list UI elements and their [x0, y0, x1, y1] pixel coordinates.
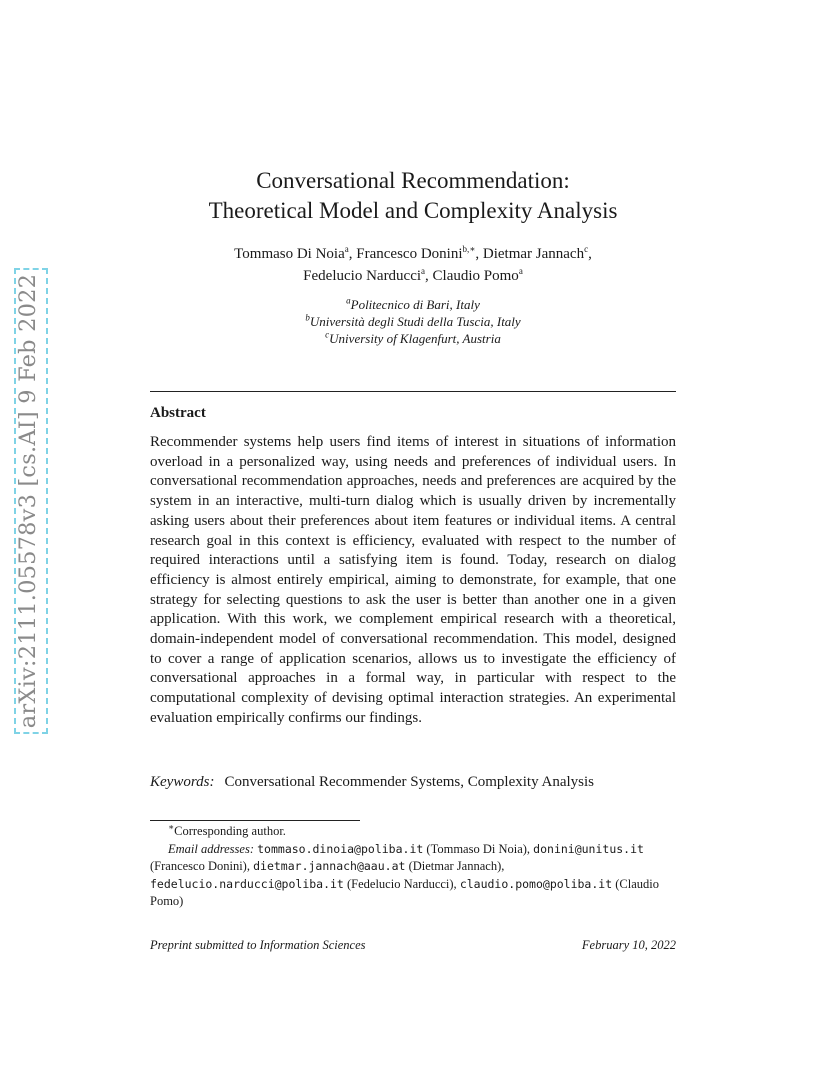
- paper-title: [150, 166, 676, 226]
- author-affil-mark: a: [421, 266, 426, 276]
- author-affil-mark: b,∗: [462, 244, 476, 254]
- arxiv-identifier[interactable]: arXiv:2111.05578v3 [cs.AI] 9 Feb 2022: [15, 273, 41, 729]
- email-owner: (Tommaso Di Noia),: [426, 841, 531, 856]
- email-addresses: [150, 841, 676, 911]
- author-affil-mark: c: [584, 244, 589, 254]
- author-name: Francesco Donini: [356, 246, 463, 262]
- affiliation: [150, 313, 676, 330]
- author-line-2: Fedelucio Narducci$^a$, Claudio Pomo$^a$: [303, 266, 523, 284]
- corresponding-author-note: [150, 823, 676, 841]
- footnotes: [150, 823, 676, 911]
- email-link[interactable]: claudio.pomo@poliba.it: [459, 876, 613, 891]
- email-label: Email addresses:: [168, 841, 254, 856]
- keywords-label: Keywords:: [150, 774, 215, 790]
- affiliation: [150, 330, 676, 347]
- title-line-1: Conversational Recommendation:: [256, 168, 570, 193]
- email-owner: (Claudio Pomo): [150, 876, 660, 908]
- preprint-note: Preprint submitted to Information Sciences: [150, 938, 366, 952]
- abstract-heading: Abstract: [150, 405, 206, 421]
- author-name: Fedelucio Narducci: [303, 268, 422, 284]
- email-link[interactable]: fedelucio.narducci@poliba.it: [150, 876, 344, 891]
- author-affil-mark: a: [518, 266, 523, 276]
- affil-text: Politecnico di Bari, Italy: [350, 297, 480, 312]
- affil-mark: b: [305, 312, 310, 323]
- keywords: [150, 774, 676, 791]
- corresponding-text: Corresponding author.: [174, 824, 286, 838]
- submission-date: February 10, 2022: [581, 938, 676, 952]
- affil-text: University of Klagenfurt, Austria: [329, 331, 501, 346]
- author-affil-mark: a: [344, 244, 349, 254]
- email-link[interactable]: tommaso.dinoia@poliba.it: [257, 841, 424, 856]
- affil-text: Università degli Studi della Tuscia, Italy: [309, 314, 521, 329]
- author-name: Claudio Pomo: [432, 268, 519, 284]
- author-line-1: Tommaso Di Noia$^a$, Francesco Donini$^{b,∗}$, Dietmar Jannach$^c$,: [234, 244, 592, 262]
- affil-mark: a: [346, 295, 351, 306]
- email-owner: (Francesco Donini),: [150, 859, 250, 873]
- affiliation-list: [150, 296, 676, 347]
- email-link[interactable]: donini@unitus.it: [533, 841, 644, 856]
- email-owner: (Dietmar Jannach),: [408, 859, 505, 873]
- affil-mark: c: [325, 329, 330, 340]
- email-link[interactable]: dietmar.jannach@aau.at: [253, 859, 406, 873]
- email-owner: (Fedelucio Narducci),: [347, 876, 457, 891]
- footnote-rule: [150, 820, 360, 821]
- author-name: Dietmar Jannach: [482, 246, 585, 262]
- abstract-text: Recommender systems help users find items of interest in situations of information overload in a personalized way, using needs and preferences of individual users. In conversational recommendation approaches, needs and preferences are acquired by the system in an interactive, multi-turn dialog which is usually driven by incrementally asking users about their preferences about item features or individual items. A central research goal in this context is efficiency, evaluated with respect to the number of required interactions until a satisfying item is found. Today, research on dialog efficiency is almost entirely empirical, aiming to demonstrate, for example, that one strategy for selecting questions to ask the user is better than another one in a given application. With this work, we complement empirical research with a theoretical, domain-independent model of conversational recommendation. This model, designed to cover a range of application scenarios, allows us to investigate the efficiency of conversational approaches in a formal way, in particular with respect to the computational complexity of devising optimal interaction strategies. An experimental evaluation empirically confirms our findings.: [150, 434, 676, 726]
- title-line-2: Theoretical Model and Complexity Analysis: [208, 198, 618, 223]
- keywords-text: Conversational Recommender Systems, Complexity Analysis: [224, 774, 594, 790]
- author-list: [150, 243, 676, 287]
- abstract-top-rule: [150, 391, 676, 392]
- author-name: Tommaso Di Noia: [234, 246, 345, 262]
- affiliation: [150, 296, 676, 313]
- footnote-mark: ∗: [168, 821, 175, 832]
